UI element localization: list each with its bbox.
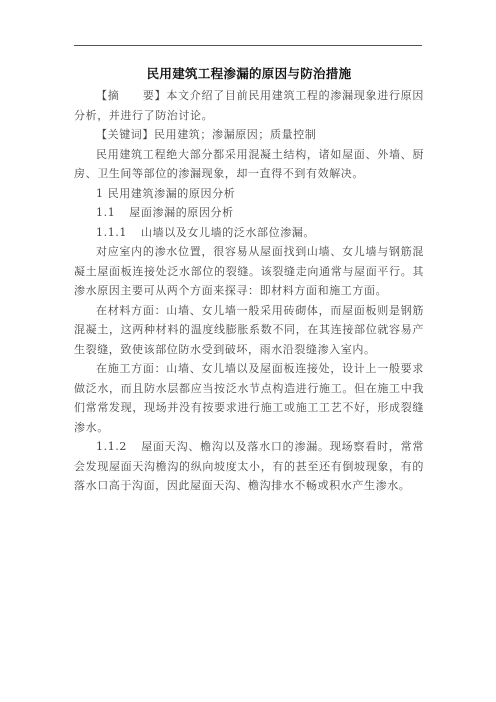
heading-text: 山墙以及女儿墙的泛水部位渗漏。 [141, 225, 315, 239]
intro-paragraph: 民用建筑工程绝大部分都采用混凝土结构，诸如屋面、外墙、厨房、卫生间等部位的渗漏现象，却一直得不到有效解决。 [74, 147, 424, 180]
section-heading-1: 1 民用建筑渗漏的原因分析 [96, 186, 236, 200]
body-paragraph: 在材料方面：山墙、女儿墙一般采用砖砌体，而屋面板则是钢筋混凝土，这两种材料的温度线膨胀系数不同，在其连接部位就容易产生裂缝，致使该部位防水受到破坏，雨水沿裂缝渗入室内。 [74, 303, 424, 356]
heading-number: 1.1.2 [96, 440, 127, 453]
body-paragraph: 在施工方面：山墙、女儿墙以及屋面板连接处，设计上一般要求做泛水，而且防水层都应当按泛水节点构造进行施工。但在施工中我们常常发现，现场并没有按要求进行施工或施工工艺不好，形成裂缝渗水。 [74, 362, 424, 434]
section-paragraph-1-1-2 [74, 437, 424, 496]
keywords-paragraph [74, 125, 424, 145]
abstract-text: 本文介绍了目前民用建筑工程的渗漏现象进行原因分析，并进行了防治讨论。 [74, 89, 424, 122]
section-heading-1-1 [74, 203, 424, 223]
heading-text: 屋面渗漏的原因分析 [129, 206, 234, 219]
abstract-paragraph [74, 86, 424, 125]
abstract-label: 【摘 要】 [96, 89, 167, 102]
heading-number: 1.1.1 [96, 225, 127, 239]
header-rule [74, 45, 422, 46]
document-title: 民用建筑工程渗漏的原因与防治措施 [146, 66, 352, 81]
keywords-label: 【关键词】 [96, 128, 154, 141]
section-heading-1-1-1 [74, 223, 424, 243]
heading-number: 1.1 [96, 206, 116, 219]
keywords-text: 民用建筑；渗漏原因；质量控制 [154, 128, 317, 141]
paragraph-text: 屋面天沟、檐沟以及落水口的渗漏。现场察看时，常常会发现屋面天沟檐沟的纵向坡度太小，有的甚至还有倒坡现象，有的落水口高于沟面，因此屋面天沟、檐沟排水不畅或积水产生渗水。 [74, 440, 424, 492]
document-body [74, 62, 424, 496]
body-paragraph: 对应室内的渗水位置，很容易从屋面找到山墙、女儿墙与钢筋混凝土屋面板连接处泛水部位的裂缝。该裂缝走向通常与屋面平行。其渗水原因主要可从两个方面来探寻：即材料方面和施工方面。 [74, 245, 424, 297]
